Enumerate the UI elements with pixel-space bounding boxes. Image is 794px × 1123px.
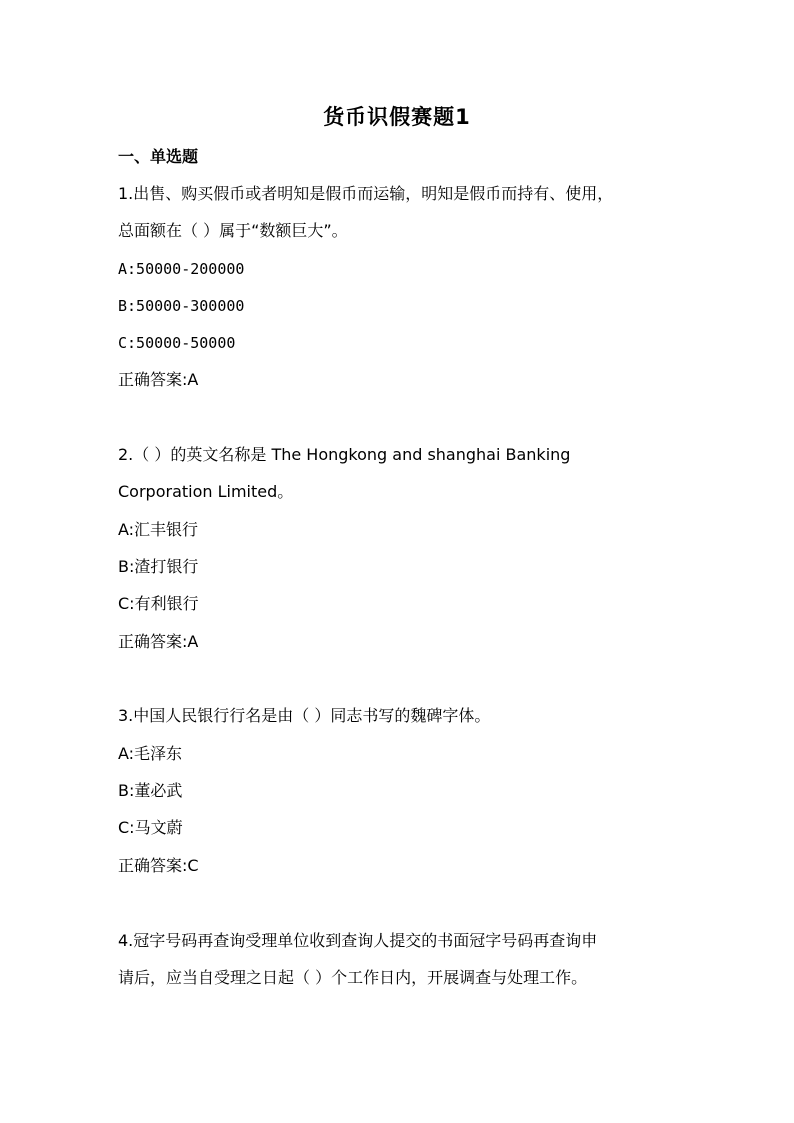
question-1-option-b: B:50000-300000 (118, 297, 245, 315)
question-2-option-b: B:渣打银行 (118, 557, 199, 576)
question-3-stem-line-1: 3.中国人民银行行名是由（ ）同志书写的魏碑字体。 (118, 706, 491, 725)
question-2-stem-line-1: 2.（ ）的英文名称是 The Hongkong and shanghai Banking (118, 445, 571, 464)
question-3-option-b: B:董必武 (118, 781, 183, 800)
question-2-option-a: A:汇丰银行 (118, 520, 199, 539)
question-2-answer: 正确答案:A (118, 632, 199, 651)
question-1-option-c: C:50000-50000 (118, 334, 236, 352)
question-1-answer: 正确答案:A (118, 370, 199, 389)
question-2-option-c: C:有利银行 (118, 594, 199, 613)
question-3-option-c: C:马文蔚 (118, 818, 183, 837)
question-1-option-a: A:50000-200000 (118, 260, 245, 278)
question-2-stem-line-2: Corporation Limited。 (118, 482, 294, 501)
section-heading: 一、单选题 (118, 147, 199, 166)
question-4-stem-line-2: 请后，应当自受理之日起（ ）个工作日内，开展调查与处理工作。 (118, 968, 588, 987)
question-3-answer: 正确答案:C (118, 856, 199, 875)
question-4-stem-line-1: 4.冠字号码再查询受理单位收到查询人提交的书面冠字号码再查询申 (118, 931, 598, 950)
question-3-option-a: A:毛泽东 (118, 744, 183, 763)
document-title: 货币识假赛题1 (323, 105, 471, 129)
question-1-stem-line-1: 1.出售、购买假币或者明知是假币而运输，明知是假币而持有、使用， (118, 184, 614, 203)
question-1-stem-line-2: 总面额在（ ）属于“数额巨大”。 (118, 221, 348, 240)
